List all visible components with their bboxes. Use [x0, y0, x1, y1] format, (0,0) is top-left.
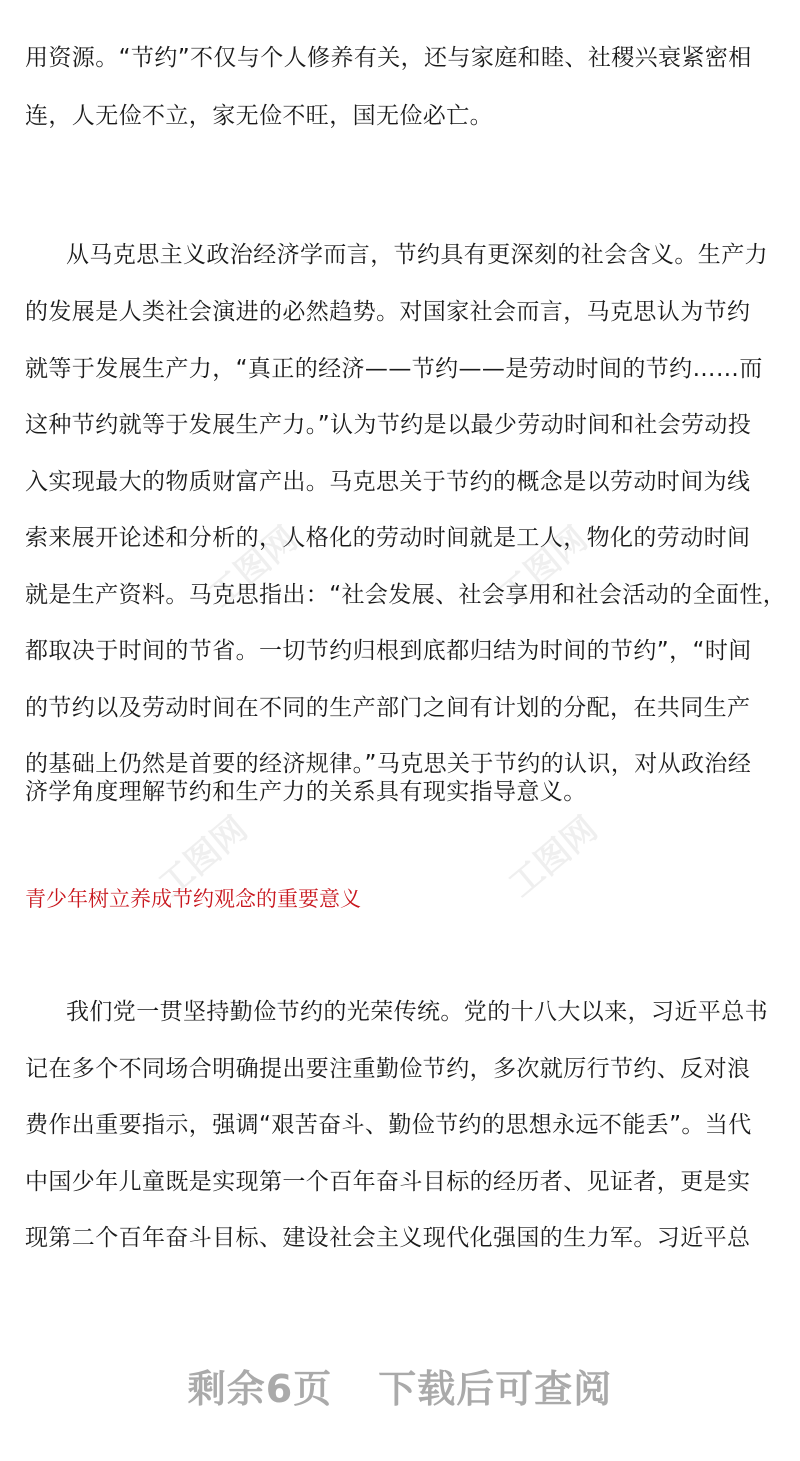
- paragraph-line: 用资源。“节约”不仅与个人修养有关，还与家庭和睦、社稷兴衰紧密相: [25, 45, 752, 71]
- watermark: 工图网: [501, 809, 606, 906]
- download-to-view-label[interactable]: 下载后可查阅: [378, 1366, 613, 1411]
- paragraph-line: 费作出重要指示，强调“艰苦奋斗、勤俭节约的思想永远不能丢”。当代: [25, 1112, 752, 1138]
- paragraph-line: 的节约以及劳动时间在不同的生产部门之间有计划的分配，在共同生产: [25, 695, 751, 721]
- paragraph-line: 记在多个不同场合明确提出要注重勤俭节约，多次就厉行节约、反对浪: [25, 1056, 751, 1082]
- paragraph-line: 从马克思主义政治经济学而言，节约具有更深刻的社会含义。生产力: [66, 242, 768, 268]
- section-heading: 青少年树立养成节约观念的重要意义: [25, 887, 361, 911]
- remaining-pages-label[interactable]: 剩余6页: [187, 1366, 333, 1411]
- paragraph-line: 济学角度理解节约和生产力的关系具有现实指导意义。: [25, 779, 587, 805]
- paragraph-line: 的发展是人类社会演进的必然趋势。对国家社会而言，马克思认为节约: [25, 299, 751, 325]
- paragraph-line: 这种节约就等于发展生产力。”认为节约是以最少劳动时间和社会劳动投: [25, 412, 752, 438]
- paragraph-line: 就等于发展生产力，“真正的经济——节约——是劳动时间的节约……而: [25, 356, 763, 382]
- download-prompt[interactable]: [0, 1350, 800, 1420]
- paragraph-line: 中国少年儿童既是实现第一个百年奋斗目标的经历者、见证者，更是实: [25, 1169, 751, 1195]
- paragraph-line: 都取决于时间的节省。一切节约归根到底都归结为时间的节约”，“时间: [25, 638, 752, 664]
- paragraph-line: 的基础上仍然是首要的经济规律。”马克思关于节约的认识，对从政治经: [25, 751, 752, 777]
- watermark: 工图网: [151, 809, 256, 906]
- paragraph-line: 入实现最大的物质财富产出。马克思关于节约的概念是以劳动时间为线: [25, 469, 751, 495]
- paragraph-line: 就是生产资料。马克思指出：“社会发展、社会享用和社会活动的全面性，: [25, 582, 787, 608]
- paragraph-line: 现第二个百年奋斗目标、建设社会主义现代化强国的生力军。习近平总: [25, 1225, 751, 1251]
- watermark: 工图网: [491, 519, 596, 616]
- watermark: 工图网: [201, 519, 306, 616]
- paragraph-line: 我们党一贯坚持勤俭节约的光荣传统。党的十八大以来，习近平总书: [66, 999, 768, 1025]
- paragraph-line: 连，人无俭不立，家无俭不旺，国无俭必亡。: [25, 103, 493, 129]
- paragraph-line: 索来展开论述和分析的，人格化的劳动时间就是工人，物化的劳动时间: [25, 525, 751, 551]
